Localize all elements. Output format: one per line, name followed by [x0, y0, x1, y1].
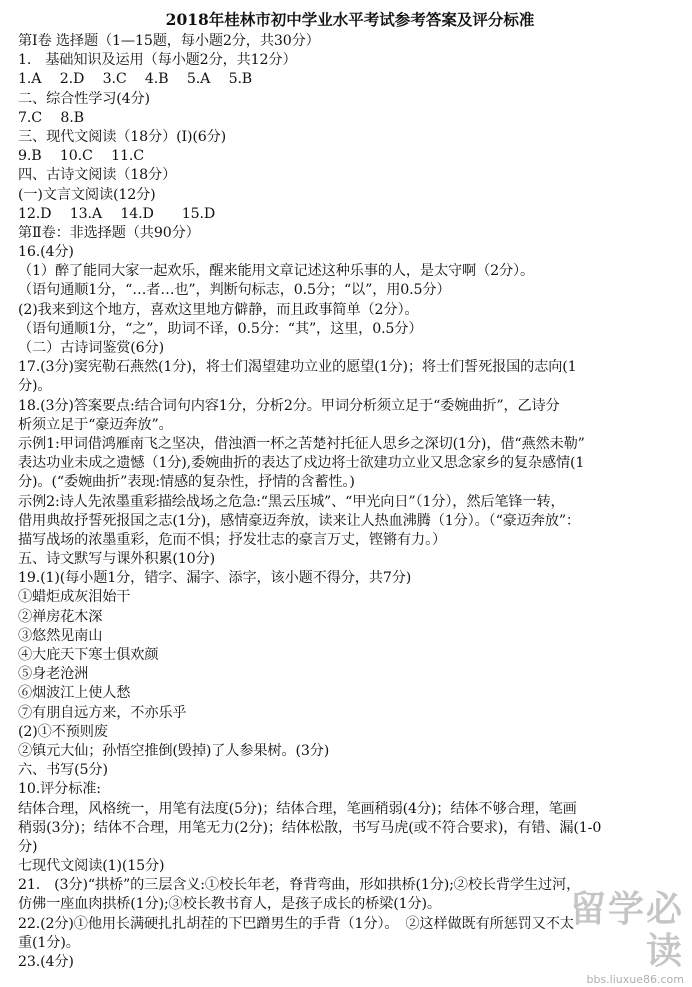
text-line: 7.C 8.B: [18, 109, 84, 126]
text-line: 结体合理，风格统一，用笔有法度(5分)；结体合理，笔画稍弱(4分)；结体不够合理，笔画: [18, 800, 577, 817]
text-line: (一)文言文阅读(12分): [18, 186, 156, 203]
watermark-url: bbs.liuxue86.com: [586, 973, 684, 986]
text-line: ⑥烟波江上使人愁: [18, 685, 131, 702]
text-line: 分)。: [18, 378, 52, 395]
text-line: ⑤身老沧洲: [18, 666, 89, 683]
text-line: 16.(4分): [18, 244, 74, 261]
page-title: 2018年桂林市初中学业水平考试参考答案及评分标准: [165, 10, 535, 29]
text-line: 17.(3分)窦宪勒石燕然(1分)，将士们渴望建功立业的愿望(1分)；将士们誓死报国的志向(1: [18, 359, 577, 376]
text-line: 10.评分标准:: [18, 781, 101, 798]
text-line: 22.(2分)①他用长满硬扎扎胡茬的下巴蹭男生的手背（1分）。 ②这样做既有所惩罚又不太: [18, 915, 574, 932]
text-line: 六、书写(5分): [18, 762, 108, 779]
text-line: ⑦有朋自远方来，不亦乐乎: [18, 704, 187, 721]
answer-lines: [18, 32, 682, 972]
text-line: 七现代文阅读(1)(15分): [18, 858, 165, 875]
text-line: 23.(4分): [18, 954, 74, 970]
text-line: 五、诗文默写与课外积累(10分): [18, 551, 215, 568]
text-line: （1）醉了能同大家一起欢乐，醒来能用文章记述这种乐事的人，是太守啊（2分）。: [18, 263, 535, 280]
text-line: 重(1分)。: [18, 934, 80, 951]
text-line: 表达功业未成之遗憾（1分),委婉曲折的表达了戍边将士欲建功立业又思念家乡的复杂感情(1: [18, 455, 585, 472]
text-line: 21. (3分)“拱桥”的三层含义:①校长年老，脊背弯曲，形如拱桥(1分);②校长背学生过河，: [18, 877, 581, 894]
text-line: 第Ⅱ卷：非选择题（共90分）: [18, 224, 200, 241]
text-line: 仿佛一座血肉拱桥(1分);③校长教书育人，是孩子成长的桥梁(1分)。: [18, 896, 441, 913]
text-line: 1. 基础知识及运用（每小题2分，共12分）: [18, 52, 297, 69]
text-line: 18.(3分)答案要点:结合词句内容1分，分析2分。甲词分析须立足于“委婉曲折”，乙诗分: [18, 397, 560, 414]
text-line: ②镇元大仙；孙悟空推倒(毁掉)了人参果树。(3分): [18, 742, 330, 759]
text-line: 示例1:甲词借鸿雁南飞之坚决，借浊酒一杯之苦楚衬托征人思乡之深切(1分)，借“燕然未勒”: [18, 435, 585, 452]
text-line: ③悠然见南山: [18, 627, 103, 644]
text-line: 析须立足于“豪迈奔放”。: [18, 416, 173, 433]
text-line: ④大庇天下寒士俱欢颜: [18, 647, 159, 663]
text-line: 第Ⅰ卷 选择题（1—15题，每小题2分，共30分）: [18, 33, 320, 49]
text-line: 四、古诗文阅读（18分）: [18, 167, 177, 184]
text-line: 12.D 13.A 14.D 15.D: [18, 205, 216, 222]
text-line: ②禅房花木深: [18, 608, 103, 625]
text-line: ①蜡炬成灰泪始干: [18, 589, 131, 606]
text-line: 示例2:诗人先浓墨重彩描绘战场之危急:“黑云压城”、“甲光向日”（1分），然后笔锋一转，: [18, 493, 565, 510]
text-line: (2)我来到这个地方，喜欢这里地方僻静，而且政事简单（2分）。: [18, 301, 419, 318]
text-line: （语句通顺1分，“之”，助词不译，0.5分：“其”，这里，0.5分）: [18, 320, 423, 337]
watermark-logo: 留学必读: [569, 889, 684, 972]
text-line: 稍弱(3分)；结体不合理，用笔无力(2分)；结体松散，书写马虎(或不符合要求)，有错、漏(1-0: [18, 819, 602, 836]
text-line: 二、综合性学习(4分): [18, 90, 150, 107]
text-line: (2)①不预则废: [18, 723, 108, 740]
text-line: 1.A 2.D 3.C 4.B 5.A 5.B: [18, 71, 253, 88]
text-line: （语句通顺1分，“…者…也”，判断句标志，0.5分；“以”，用0.5分）: [18, 282, 451, 299]
text-line: 分): [18, 838, 38, 855]
text-line: 描写战场的浓墨重彩，危而不惧；抒发壮志的豪言万丈，铿锵有力。）: [18, 531, 447, 548]
text-line: 9.B 10.C 11.C: [18, 148, 144, 165]
text-line: 三、现代文阅读（18分）(Ⅰ)(6分): [18, 128, 227, 145]
text-line: 分)。(“委婉曲折”表现:情感的复杂性，抒情的含蓄性。): [18, 474, 355, 491]
text-line: 19.(1)(每小题1分，错字、漏字、添字，该小题不得分，共7分): [18, 570, 412, 587]
text-line: 借用典故抒誓死报国之志(1分)，感情豪迈奔放，读来让人热血沸腾（1分）。（“豪迈奔放”：: [18, 512, 580, 529]
text-line: （二）古诗词鉴赏(6分): [18, 340, 164, 356]
